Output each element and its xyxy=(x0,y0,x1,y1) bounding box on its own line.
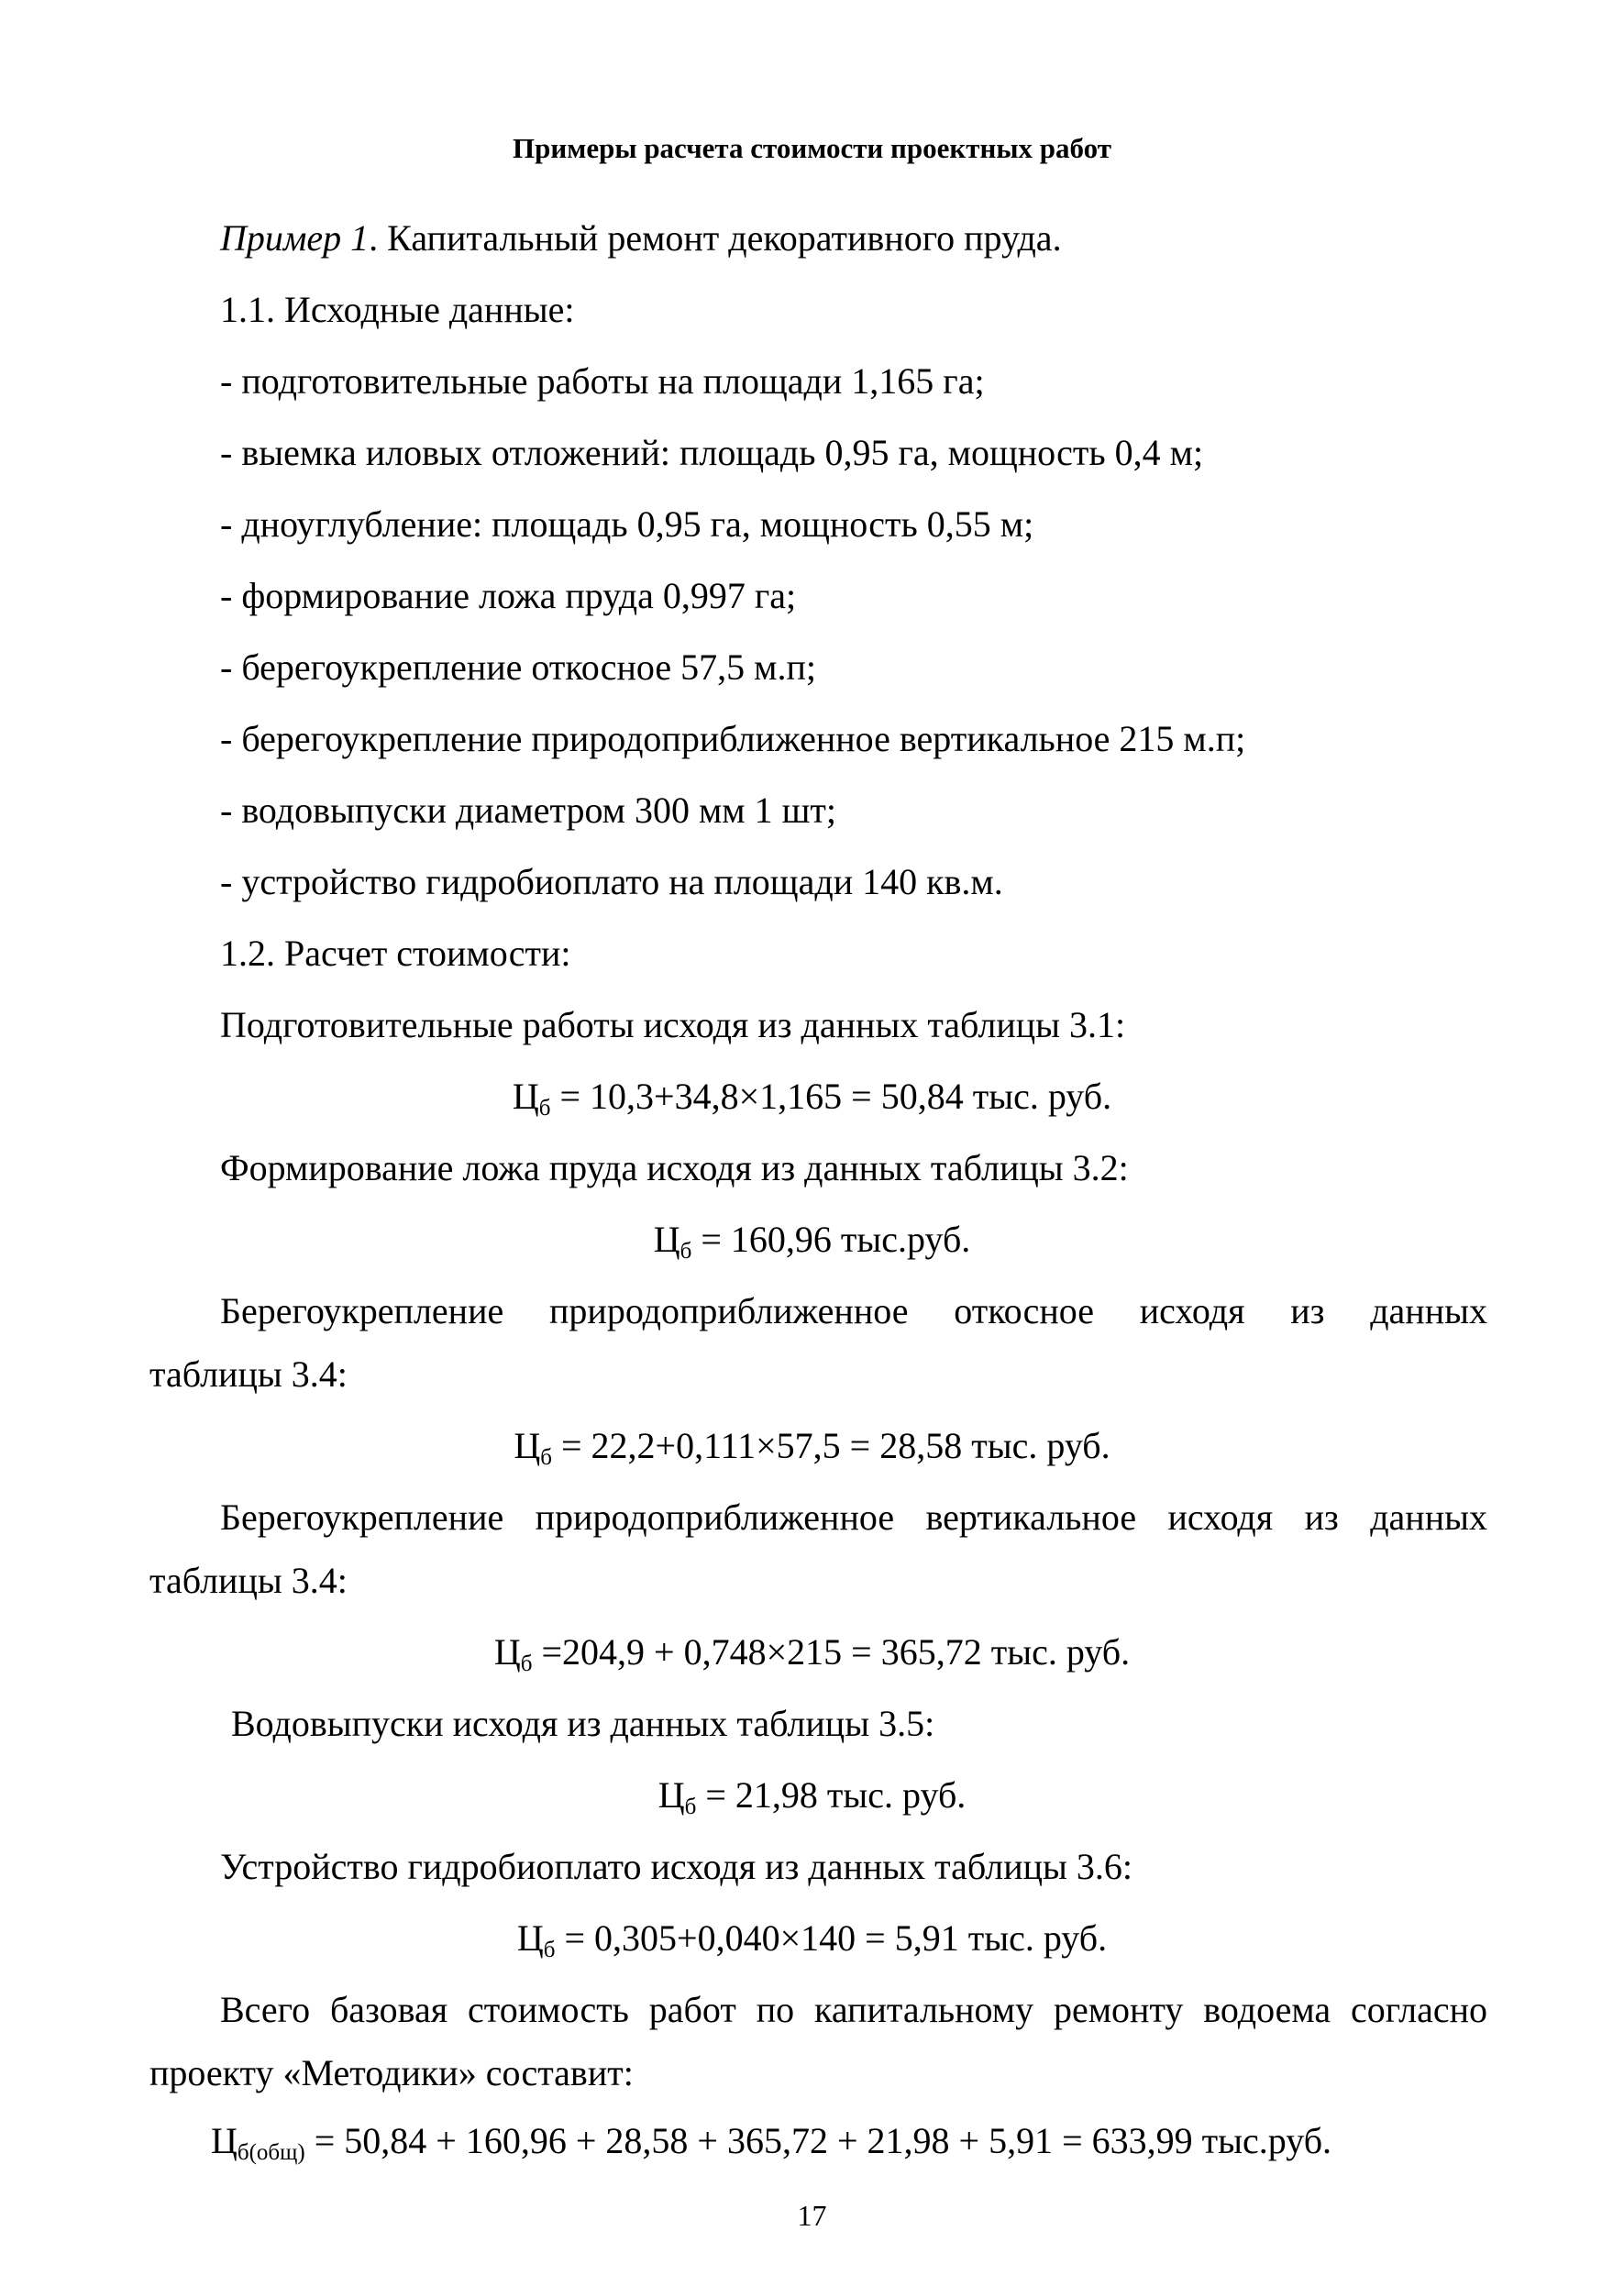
initial-data-header: 1.1. Исходные данные: xyxy=(220,289,575,330)
example-title xyxy=(220,216,1062,260)
formula-slope-bank: $Ц_б = 22,2+0,111\times 57,5 = 28,58$ тыс. руб. xyxy=(514,1425,1110,1470)
list-item: - выемка иловых отложений: площадь 0,95 га, мощность 0,4 м; xyxy=(220,432,1204,473)
formula-pond-bed: $Ц_б = 160,96$ тыс.руб. xyxy=(653,1219,971,1264)
paragraph-slope-bank-cont: таблицы 3.4: xyxy=(149,1353,348,1395)
paragraph-vertical-bank: Берегоукрепление природоприближенное вертикальное исходя из данных xyxy=(220,1496,1487,1538)
formula-prep-works: $Ц_б = 10,3+34,8\times 1,165 = 50,84$ тыс. руб. xyxy=(512,1076,1112,1121)
example-label: Пример 1 xyxy=(220,217,370,259)
list-item: - берегоукрепление откосное 57,5 м.п; xyxy=(220,646,816,688)
list-item: - подготовительные работы на площади 1,165 га; xyxy=(220,360,985,402)
page-heading: Примеры расчета стоимости проектных работ xyxy=(513,132,1111,164)
list-item: - устройство гидробиоплато на площади 140 кв.м. xyxy=(220,861,1003,902)
formula-outlets: $Ц_б = 21,98$ тыс. руб. xyxy=(657,1774,967,1819)
page-number: 17 xyxy=(797,2199,827,2232)
paragraph-slope-bank: Берегоукрепление природоприближенное откосное исходя из данных xyxy=(220,1290,1487,1331)
list-item: - водовыпуски диаметром 300 мм 1 шт; xyxy=(220,790,837,831)
formula-vertical-bank: $Ц_б =204,9 + 0,748\times 215 = 365,72$ тыс. руб. xyxy=(493,1631,1131,1676)
list-item: - дноуглубление: площадь 0,95 га, мощность 0,55 м; xyxy=(220,503,1034,545)
paragraph-vertical-bank-cont: таблицы 3.4: xyxy=(149,1560,348,1601)
paragraph-biofilter: Устройство гидробиоплато исходя из данных таблицы 3.6: xyxy=(220,1846,1132,1887)
paragraph-prep-works: Подготовительные работы исходя из данных таблицы 3.1: xyxy=(220,1004,1126,1045)
paragraph-outlets: Водовыпуски исходя из данных таблицы 3.5: xyxy=(231,1703,935,1744)
example-title-text: . Капитальный ремонт декоративного пруда. xyxy=(369,217,1062,259)
paragraph-pond-bed: Формирование ложа пруда исходя из данных таблицы 3.2: xyxy=(220,1147,1129,1188)
list-item: - формирование ложа пруда 0,997 га; xyxy=(220,575,797,616)
formula-total: $Ц_{б(общ)} = 50,84 + 160,96 + 28,58 + 365,72 + 21,98 + 5,91 = 633,99$ тыс.руб. xyxy=(211,2120,1332,2165)
list-item: - берегоукрепление природоприближенное вертикальное 215 м.п; xyxy=(220,718,1246,759)
paragraph-total-cont: проекту «Методики» составит: xyxy=(149,2052,634,2093)
calc-header: 1.2. Расчет стоимости: xyxy=(220,933,571,974)
paragraph-total: Всего базовая стоимость работ по капитальному ремонту водоема согласно xyxy=(220,1989,1487,2030)
formula-biofilter: $Ц_б = 0,305+0,040\times 140 = 5,91$ тыс. руб. xyxy=(516,1917,1108,1962)
